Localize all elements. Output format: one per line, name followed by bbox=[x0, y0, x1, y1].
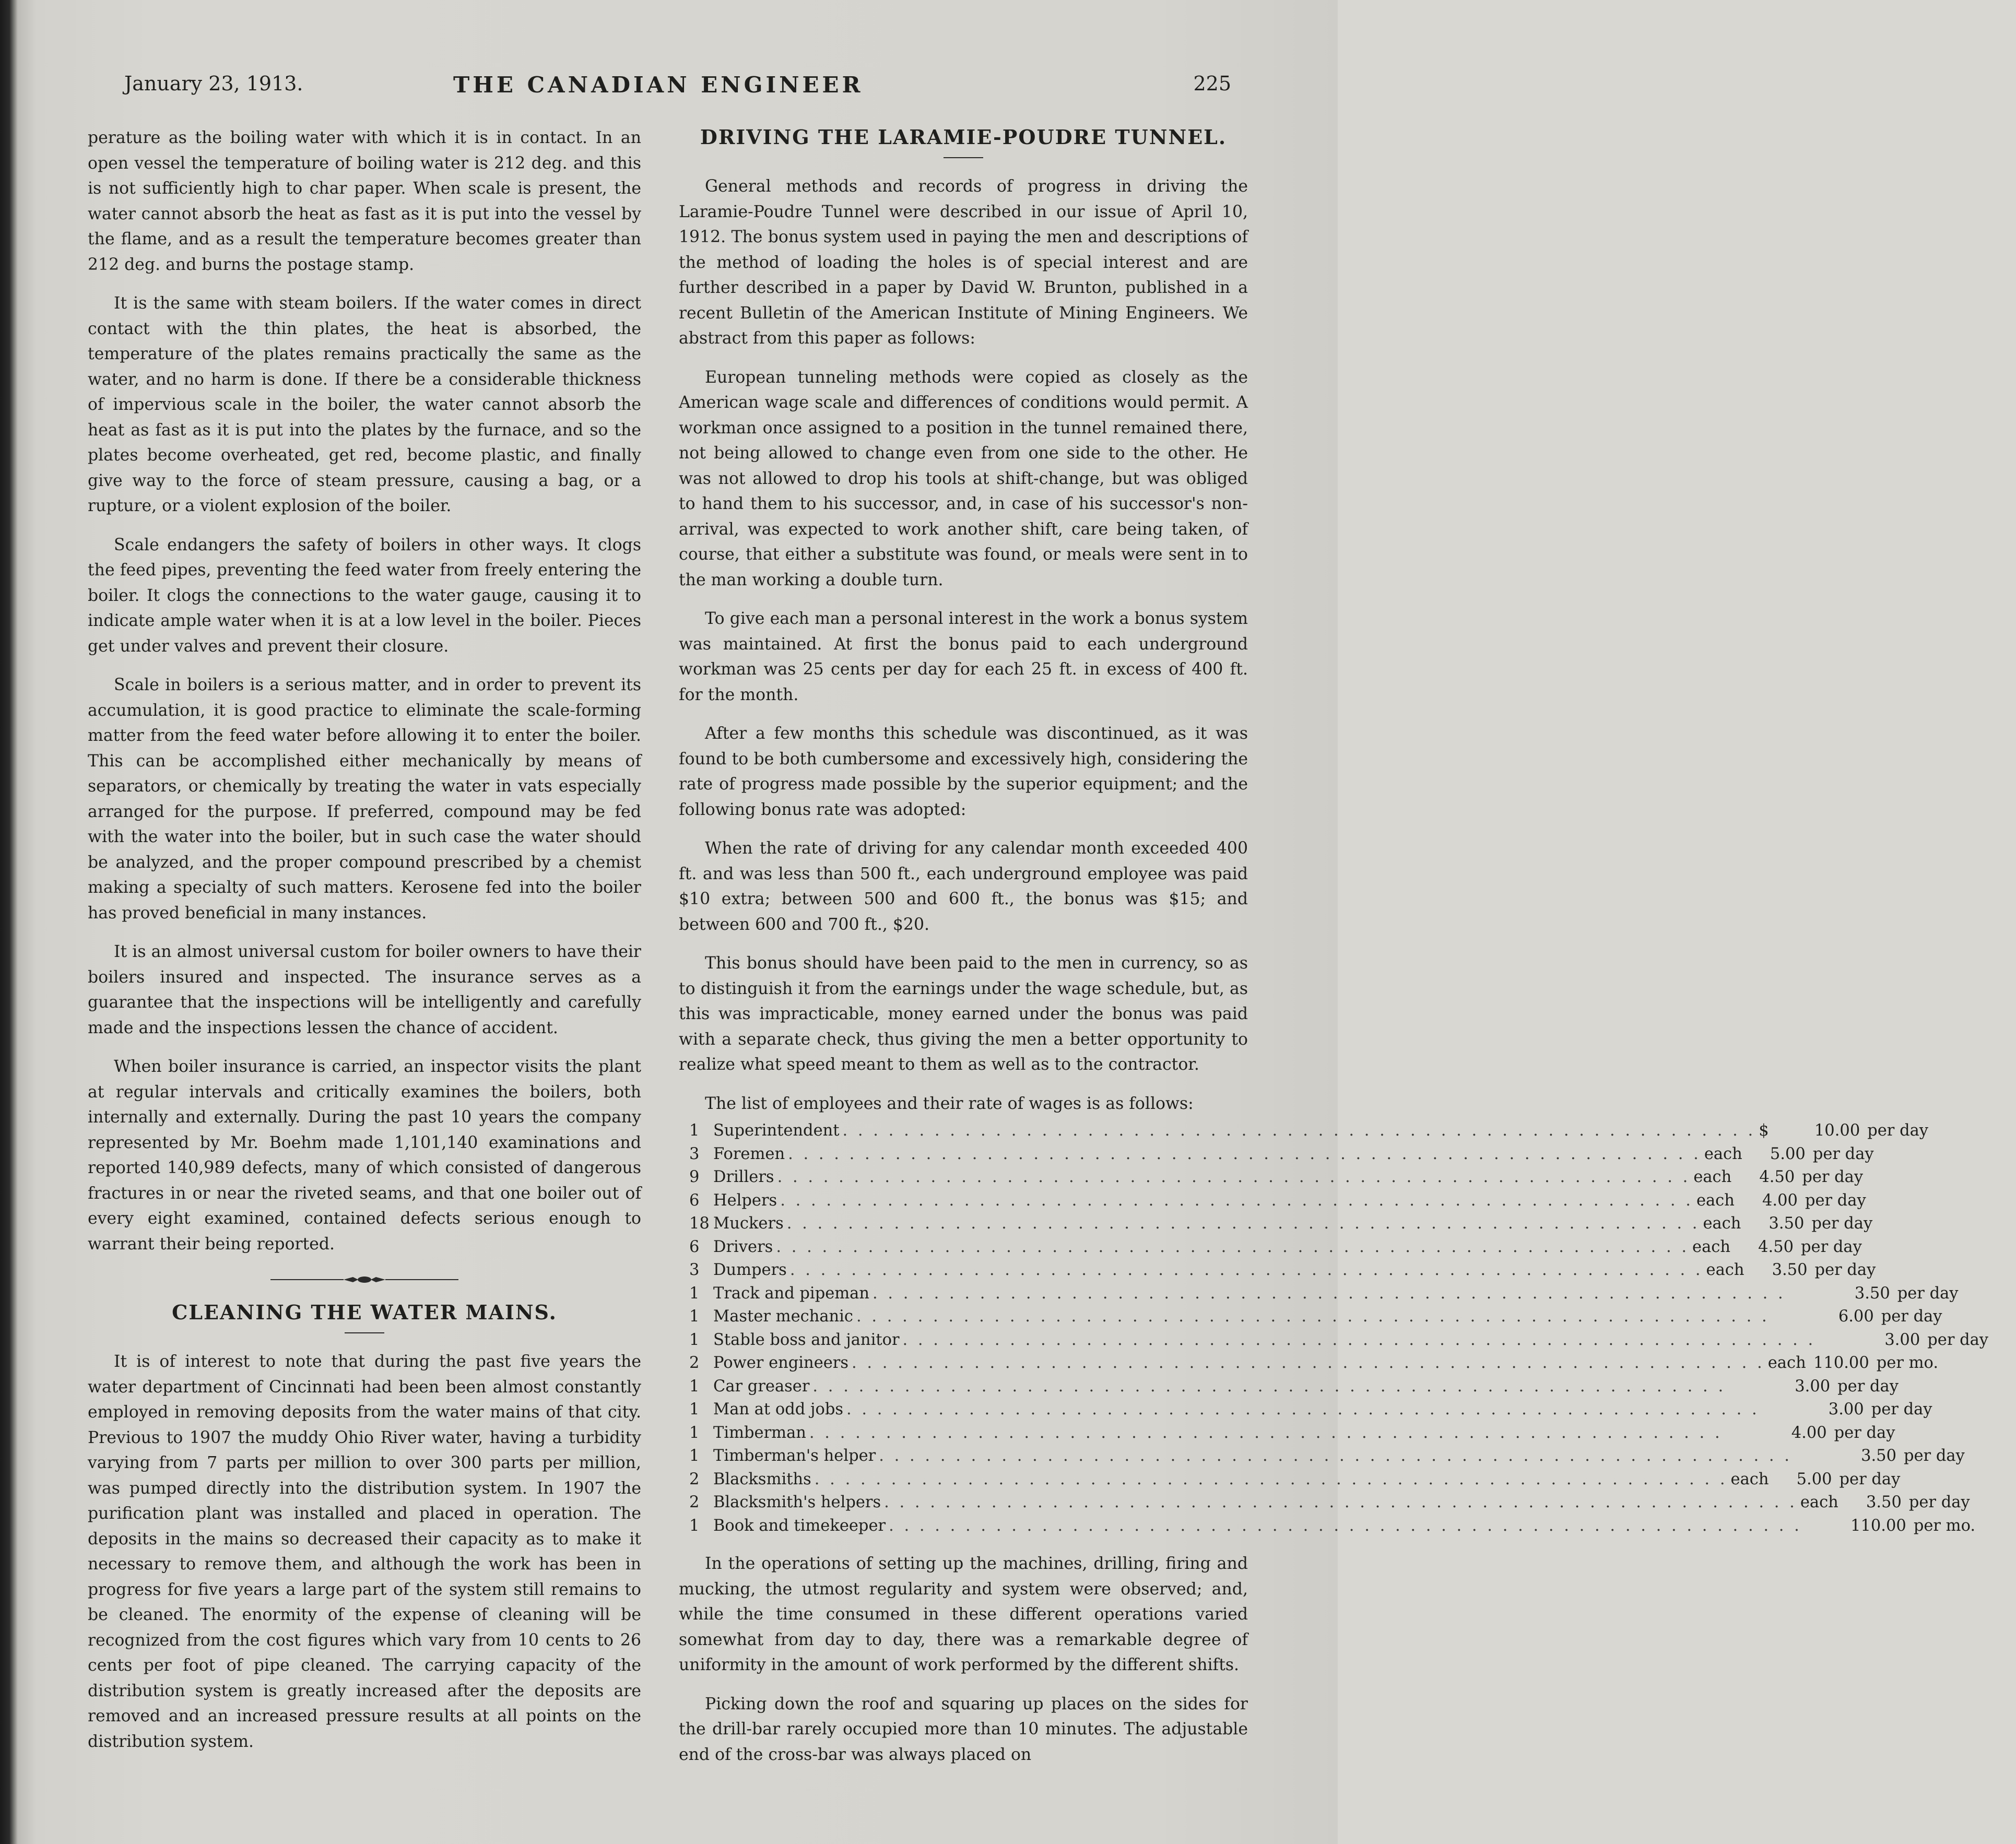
leader-dots: . . . . . . . . . . . . . . . . . . . . . . . . . . . . . . . . . . . . . . . . . . . . . . . . . . . . . . . . . . . . bbox=[789, 1261, 1703, 1279]
wage-period: per day bbox=[1802, 1168, 1864, 1186]
article-title-water-mains: CLEANING THE WATER MAINS. bbox=[172, 1301, 557, 1324]
wage-row bbox=[689, 1214, 1873, 1238]
leader-dots: . . . . . . . . . . . . . . . . . . . . . . . . . . . . . . . . . . . . . . . . . . . . . . . . . . . . . . . . . . . . bbox=[776, 1237, 1690, 1256]
wage-position: Dumpers bbox=[713, 1261, 787, 1279]
paragraph: European tunneling methods were copied as closely as the American wage scale and differences of conditions would permit. A workman once assigned to a position in the tunnel remained there, not being allowed to change even from one side to the other. He was not allowed to drop his tools at shift-change, but was obliged to hand them to his successor, and, in case of his successor's non-arrival, was expected to work another shift, care being taken, of course, that either a substitute was found, or meals were sent in to the man working a double turn. bbox=[679, 368, 1248, 589]
wage-period: per mo. bbox=[1876, 1354, 1939, 1372]
wage-count: 3 bbox=[689, 1261, 700, 1279]
paragraph: It is an almost universal custom for boiler owners to have their boilers insured and inspected. The insurance serves as a guarantee that the inspections will be intelligently and carefully made and the inspections lessen the chance of accident. bbox=[88, 942, 641, 1037]
leader-dots: . . . . . . . . . . . . . . . . . . . . . . . . . . . . . . . . . . . . . . . . . . . . . . . . . . . . . . . . . . . . bbox=[902, 1330, 1816, 1349]
wage-rate: 6.00 bbox=[1838, 1307, 1874, 1326]
wage-row bbox=[689, 1423, 1895, 1447]
wage-period: per day bbox=[1801, 1237, 1862, 1256]
paragraph: To give each man a personal interest in the work a bonus system was maintained. At first the bonus paid to each underground workman was 25 cents per day for each 25 ft. in excess of 400 ft. for the month. bbox=[679, 609, 1248, 704]
wage-position: Car greaser bbox=[713, 1377, 810, 1396]
wage-position: Master mechanic bbox=[713, 1307, 854, 1326]
leader-dots: . . . . . . . . . . . . . . . . . . . . . . . . . . . . . . . . . . . . . . . . . . . . . . . . . . . . . . . . . . . . bbox=[780, 1191, 1693, 1210]
wage-unit: each bbox=[1693, 1168, 1732, 1186]
paragraph: When boiler insurance is carried, an inspector visits the plant at regular intervals and critically examines the boilers, both internally and externally. During the past 10 years the company represented by Mr. Boehm made 1,101,140 examinations and reported 140,989 defects, many of which consisted of dangerous fractures in or near the riveted seams, and that one boiler out of every eight examined, contained defects serious enough to warrant their being reported. bbox=[88, 1057, 641, 1254]
page-number: 225 bbox=[1193, 72, 1231, 95]
wage-unit: each bbox=[1767, 1354, 1806, 1372]
paragraph: When the rate of driving for any calendar month exceeded 400 ft. and was less than 500 ft., each underground employee was paid $10 extra; between 500 and 600 ft., the bonus was $15; and between 600 and 700 ft., $20. bbox=[679, 839, 1248, 934]
leader-dots: . . . . . . . . . . . . . . . . . . . . . . . . . . . . . . . . . . . . . . . . . . . . . . . . . . . . . . . . . . . . bbox=[856, 1307, 1770, 1326]
wage-count: 1 bbox=[689, 1377, 700, 1396]
wage-count: 1 bbox=[689, 1516, 700, 1535]
wage-row bbox=[689, 1330, 1989, 1354]
wage-rate: 3.50 bbox=[1861, 1447, 1896, 1465]
wage-period: per day bbox=[1814, 1261, 1876, 1279]
wage-unit: each bbox=[1706, 1261, 1744, 1279]
wage-unit: each bbox=[1800, 1493, 1838, 1511]
wage-unit: each bbox=[1704, 1144, 1742, 1163]
paragraph: perature as the boiling water with which it is in contact. In an open vessel the temperature of boiling water is 212 deg. and this is not sufficiently high to char paper. When scale is present, the water cannot absorb the heat as fast as it is put into the vessel by the flame, and as a result the temperature becomes greater than 212 deg. and burns the postage stamp. bbox=[88, 128, 641, 274]
wage-period: per day bbox=[1811, 1214, 1873, 1233]
wage-rate: 4.00 bbox=[1762, 1191, 1798, 1210]
wage-count: 6 bbox=[689, 1237, 700, 1256]
wage-rate: 3.50 bbox=[1772, 1261, 1808, 1279]
wage-period: per day bbox=[1837, 1377, 1899, 1396]
paragraph: Scale endangers the safety of boilers in other ways. It clogs the feed pipes, preventing the feed water from freely entering the boiler. It clogs the connections to the water gauge, causing it to indicate ample water when it is at a low level in the boiler. Pieces get under valves and prevent their closure. bbox=[88, 535, 641, 656]
wage-count: 3 bbox=[689, 1144, 700, 1163]
wage-position: Blacksmith's helpers bbox=[713, 1493, 881, 1511]
wage-rate: 10.00 bbox=[1814, 1121, 1860, 1140]
wage-row bbox=[689, 1493, 1970, 1517]
wage-position: Timberman's helper bbox=[713, 1447, 876, 1465]
wage-rate: 5.00 bbox=[1796, 1470, 1832, 1488]
wage-position: Stable boss and janitor bbox=[713, 1330, 900, 1349]
wage-list bbox=[689, 1121, 1989, 1540]
wage-unit: each bbox=[1692, 1237, 1730, 1256]
wage-period: per day bbox=[1867, 1121, 1929, 1140]
leader-dots: . . . . . . . . . . . . . . . . . . . . . . . . . . . . . . . . . . . . . . . . . . . . . . . . . . . . . . . . . . . . bbox=[846, 1400, 1760, 1419]
wage-row bbox=[689, 1191, 1866, 1215]
leader-dots: . . . . . . . . . . . . . . . . . . . . . . . . . . . . . . . . . . . . . . . . . . . . . . . . . . . . . . . . . . . . bbox=[842, 1121, 1756, 1140]
wage-row bbox=[689, 1377, 1899, 1401]
wage-count: 18 bbox=[689, 1214, 710, 1233]
wage-count: 1 bbox=[689, 1307, 700, 1326]
wage-count: 1 bbox=[689, 1423, 700, 1442]
wage-rate: 3.50 bbox=[1866, 1493, 1902, 1511]
paragraph: Scale in boilers is a serious matter, and in order to prevent its accumulation, it is good practice to eliminate the scale-forming matter from the feed water before allowing it to enter the boiler. This can be accomplished either mechanically by means of separators, or chemically by treating the water in vats especially arranged for the purpose. If preferred, compound may be fed with the water into the boiler, but in such case the water should be analyzed, and the proper compound prescribed by a chemist making a specialty of such matters. Kerosene fed into the boiler has proved beneficial in many instances. bbox=[88, 676, 641, 923]
leader-dots: . . . . . . . . . . . . . . . . . . . . . . . . . . . . . . . . . . . . . . . . . . . . . . . . . . . . . . . . . . . . bbox=[786, 1214, 1700, 1233]
wage-row bbox=[689, 1168, 1864, 1191]
wage-rate: 5.00 bbox=[1770, 1144, 1806, 1163]
wage-period: per mo. bbox=[1913, 1516, 1976, 1535]
wage-count: 1 bbox=[689, 1447, 700, 1465]
wage-unit: each bbox=[1730, 1470, 1769, 1488]
wage-period: per day bbox=[1834, 1423, 1895, 1442]
wage-row bbox=[689, 1144, 1874, 1168]
wage-unit: each bbox=[1703, 1214, 1741, 1233]
wage-row bbox=[689, 1447, 1965, 1470]
leader-dots: . . . . . . . . . . . . . . . . . . . . . . . . . . . . . . . . . . . . . . . . . . . . . . . . . . . . . . . . . . . . bbox=[889, 1516, 1802, 1535]
wage-rate: 3.50 bbox=[1854, 1284, 1890, 1303]
paragraph: In the operations of setting up the machines, drilling, firing and mucking, the utmost regularity and system were observed; and, while the time consumed in these different operations varied somewhat from day to day, there was a remarkable degree of uniformity in the amount of work performed by the different shifts. bbox=[679, 1554, 1248, 1674]
section-ornament bbox=[270, 1274, 458, 1285]
leader-dots: . . . . . . . . . . . . . . . . . . . . . . . . . . . . . . . . . . . . . . . . . . . . . . . . . . . . . . . . . . . . bbox=[788, 1144, 1701, 1163]
wage-rate: 3.00 bbox=[1795, 1377, 1831, 1396]
paragraph: The list of employees and their rate of wages is as follows: bbox=[705, 1094, 1194, 1113]
wage-position: Man at odd jobs bbox=[713, 1400, 843, 1419]
wage-row bbox=[689, 1121, 1929, 1145]
right-column bbox=[679, 125, 1989, 1781]
wage-position: Muckers bbox=[713, 1214, 784, 1233]
wage-position: Foremen bbox=[713, 1144, 785, 1163]
wage-unit: $ bbox=[1759, 1121, 1769, 1140]
wage-rate: 4.00 bbox=[1791, 1423, 1827, 1442]
wage-count: 9 bbox=[689, 1168, 700, 1186]
leader-dots: . . . . . . . . . . . . . . . . . . . . . . . . . . . . . . . . . . . . . . . . . . . . . . . . . . . . . . . . . . . . bbox=[873, 1284, 1786, 1303]
wage-rate: 110.00 bbox=[1850, 1516, 1906, 1535]
issue-date: January 23, 1913. bbox=[124, 72, 303, 95]
leader-dots: . . . . . . . . . . . . . . . . . . . . . . . . . . . . . . . . . . . . . . . . . . . . . . . . . . . . . . . . . . . . bbox=[884, 1493, 1797, 1511]
wage-period: per day bbox=[1871, 1400, 1932, 1419]
wage-period: per day bbox=[1903, 1447, 1965, 1465]
wage-row bbox=[689, 1307, 1942, 1331]
wage-rate: 3.50 bbox=[1769, 1214, 1805, 1233]
paragraph: This bonus should have been paid to the men in currency, so as to distinguish it from the earnings under the wage schedule, but, as this was impracticable, money earned under the bonus was paid with a separate check, thus giving the men a better opportunity to realize what speed meant to them as well as to the contractor. bbox=[679, 954, 1248, 1074]
wage-row bbox=[689, 1284, 1959, 1308]
wage-count: 2 bbox=[689, 1493, 700, 1511]
paragraph: It is the same with steam boilers. If the water comes in direct contact with the thin plates, the heat is absorbed, the temperature of the plates remains practically the same as the water, and no harm is done. If there be a considerable thickness of impervious scale in the boiler, the water cannot absorb the heat as fast as it is put into the plates by the furnace, and so the plates become overheated, get red, become plastic, and finally give way to the force of steam pressure, causing a bag, or a rupture, or a violent explosion of the boiler. bbox=[88, 294, 641, 515]
wage-row bbox=[689, 1237, 1862, 1261]
wage-position: Track and pipeman bbox=[713, 1284, 870, 1303]
wage-period: per day bbox=[1812, 1144, 1874, 1163]
wage-period: per day bbox=[1927, 1330, 1989, 1349]
leader-dots: . . . . . . . . . . . . . . . . . . . . . . . . . . . . . . . . . . . . . . . . . . . . . . . . . . . . . . . . . . . . bbox=[879, 1447, 1792, 1465]
page-header bbox=[124, 72, 1231, 103]
leader-dots: . . . . . . . . . . . . . . . . . . . . . . . . . . . . . . . . . . . . . . . . . . . . . . . . . . . . . . . . . . . . bbox=[814, 1470, 1728, 1488]
wage-position: Drivers bbox=[713, 1237, 773, 1256]
paragraph: After a few months this schedule was discontinued, as it was found to be both cumbersome and excessively high, considering the rate of progress made possible by the superior equipment; and the following bonus rate was adopted: bbox=[679, 724, 1248, 819]
left-column bbox=[88, 125, 641, 1768]
wage-period: per day bbox=[1881, 1307, 1942, 1326]
article-title-tunnel: DRIVING THE LARAMIE-POUDRE TUNNEL. bbox=[700, 125, 1227, 149]
wage-position: Helpers bbox=[713, 1191, 777, 1210]
wage-count: 1 bbox=[689, 1400, 700, 1419]
wage-row bbox=[689, 1470, 1901, 1494]
wage-rate: 3.00 bbox=[1828, 1400, 1864, 1419]
wage-row bbox=[689, 1261, 1876, 1284]
wage-rate: 4.50 bbox=[1759, 1168, 1795, 1186]
wage-unit: each bbox=[1696, 1191, 1735, 1210]
leader-dots: . . . . . . . . . . . . . . . . . . . . . . . . . . . . . . . . . . . . . . . . . . . . . . . . . . . . . . . . . . . . bbox=[852, 1354, 1765, 1372]
wage-period: per day bbox=[1897, 1284, 1959, 1303]
wage-period: per day bbox=[1805, 1191, 1866, 1210]
paragraph: It is of interest to note that during the past five years the water department of Cincinnati had been been almost constantly employed in removing deposits from the water mains of that city. Previous to 1907 the muddy Ohio River water, having a turbidity varying from 7 parts per million to over 300 parts per million, was pumped directly into the distribution system. In 1907 the purification plant was installed and placed in operation. The deposits in the mains so decreased their capacity as to make it necessary to remove them, and although the work has been in progress for five years a large part of the system still remains to be cleaned. The enormity of the expense of cleaning will be recognized from the cost figures which vary from 10 cents to 26 cents per foot of pipe cleaned. The carrying capacity of the distribution system is greatly increased after the deposits are removed and an increased pressure results at all points on the distribution system. bbox=[88, 1352, 641, 1751]
publication-title: THE CANADIAN ENGINEER bbox=[453, 72, 864, 98]
wage-position: Blacksmiths bbox=[713, 1470, 811, 1488]
wage-position: Superintendent bbox=[713, 1121, 840, 1140]
wage-count: 2 bbox=[689, 1470, 700, 1488]
title-rule bbox=[944, 157, 983, 158]
wage-row bbox=[689, 1516, 1976, 1540]
wage-period: per day bbox=[1839, 1470, 1901, 1488]
title-rule bbox=[345, 1332, 384, 1333]
wage-rate: 110.00 bbox=[1813, 1354, 1869, 1372]
wage-position: Drillers bbox=[713, 1168, 774, 1186]
wage-position: Power engineers bbox=[713, 1354, 849, 1372]
wage-count: 1 bbox=[689, 1284, 700, 1303]
leader-dots: . . . . . . . . . . . . . . . . . . . . . . . . . . . . . . . . . . . . . . . . . . . . . . . . . . . . . . . . . . . . bbox=[777, 1168, 1691, 1186]
wage-position: Book and timekeeper bbox=[713, 1516, 886, 1535]
leader-dots: . . . . . . . . . . . . . . . . . . . . . . . . . . . . . . . . . . . . . . . . . . . . . . . . . . . . . . . . . . . . bbox=[812, 1377, 1726, 1396]
leader-dots: . . . . . . . . . . . . . . . . . . . . . . . . . . . . . . . . . . . . . . . . . . . . . . . . . . . . . . . . . . . . bbox=[809, 1423, 1723, 1442]
wage-count: 6 bbox=[689, 1191, 700, 1210]
wage-count: 1 bbox=[689, 1121, 700, 1140]
wage-row bbox=[689, 1354, 1939, 1377]
paragraph: General methods and records of progress in driving the Laramie-Poudre Tunnel were described in our issue of April 10, 1912. The bonus system used in paying the men and descriptions of the method of loading the holes is of special interest and are further described in a paper by David W. Brunton, published in a recent Bulletin of the American Institute of Mining Engineers. We abstract from this paper as follows: bbox=[679, 177, 1248, 348]
wage-rate: 4.50 bbox=[1758, 1237, 1794, 1256]
wage-period: per day bbox=[1908, 1493, 1970, 1511]
wage-rate: 3.00 bbox=[1884, 1330, 1920, 1349]
wage-count: 1 bbox=[689, 1330, 700, 1349]
wage-row bbox=[689, 1400, 1932, 1424]
wage-count: 2 bbox=[689, 1354, 700, 1372]
wage-position: Timberman bbox=[713, 1423, 806, 1442]
paragraph: Picking down the roof and squaring up places on the sides for the drill-bar rarely occupied more than 10 minutes. The adjustable end of the cross-bar was always placed on bbox=[679, 1694, 1248, 1764]
